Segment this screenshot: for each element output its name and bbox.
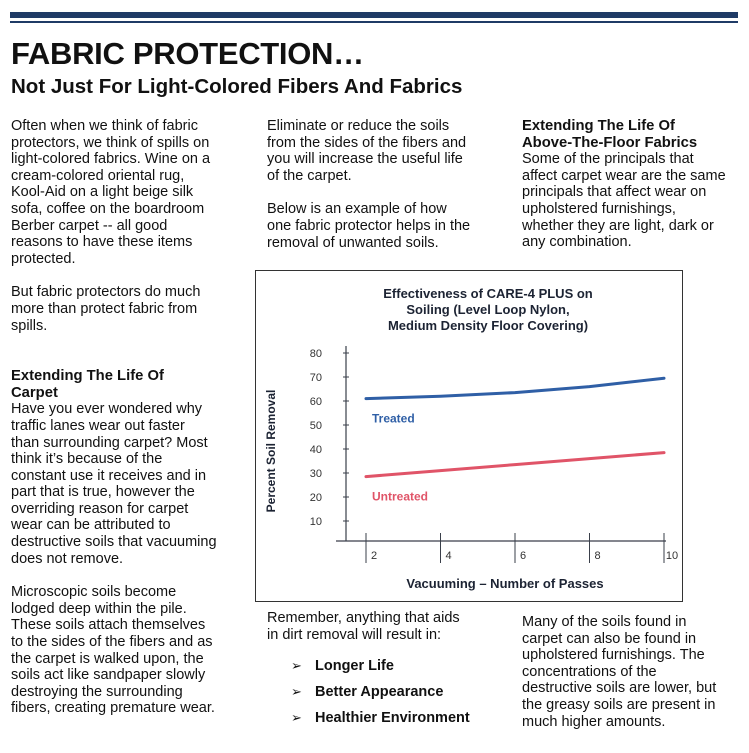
text-line: Have you ever wondered why	[11, 401, 203, 418]
text-line: constant use it receives and in	[11, 467, 207, 484]
x-tick-label: 4	[445, 550, 452, 562]
text-line: Berber carpet -- all good	[11, 217, 168, 234]
chart-y-axis-label: Percent Soil Removal	[264, 389, 278, 513]
arrow-bullet-icon: ➢	[291, 684, 302, 699]
col3-paragraph-1	[522, 151, 737, 251]
list-item	[291, 656, 470, 682]
y-tick-label: 10	[309, 516, 322, 528]
text-line: does not remove.	[11, 550, 124, 567]
y-tick-label: 70	[309, 372, 322, 384]
data-point	[439, 395, 441, 397]
page-subtitle: Not Just For Light-Colored Fibers And Fabrics	[11, 75, 463, 98]
col1-paragraph-2	[11, 284, 239, 334]
column-2-bottom	[267, 610, 497, 643]
data-point	[588, 385, 590, 387]
text-line: principals that affect wear on	[522, 184, 707, 201]
text-line: But fabric protectors do much	[11, 284, 201, 301]
y-tick-label: 20	[309, 492, 322, 504]
data-point	[514, 391, 516, 393]
text-line: destroying the surrounding	[11, 683, 183, 700]
text-line: upholstered furnishings,	[522, 200, 676, 217]
col3-heading	[522, 118, 737, 151]
text-line: Often when we think of fabric	[11, 118, 198, 134]
x-tick-label: 6	[519, 550, 527, 562]
text-line: the carpet is walked upon, the	[11, 650, 204, 667]
chart-title-line-3: Medium Density Floor Covering)	[387, 318, 589, 333]
y-tick-label: 30	[309, 468, 322, 480]
heading-line: Extending The Life Of	[11, 368, 164, 385]
text-line: destructive soils are lower, but	[522, 680, 717, 697]
text-line: protected.	[11, 250, 76, 267]
data-point	[514, 463, 516, 465]
col1-paragraph-4	[11, 584, 239, 717]
data-point	[365, 397, 367, 399]
header-rule-thick	[10, 12, 738, 18]
column-1	[11, 118, 239, 717]
text-line: to the sides of the fibers and as	[11, 634, 213, 651]
text-line: wear can be attributed to	[11, 517, 171, 534]
text-line: upholstered furnishings. The	[522, 647, 705, 664]
data-point	[663, 377, 665, 379]
y-tick-label: 50	[309, 420, 322, 432]
y-tick-label: 60	[309, 396, 322, 408]
text-line: Many of the soils found in	[522, 614, 687, 630]
data-point	[663, 451, 665, 453]
text-line: of the carpet.	[267, 167, 352, 184]
text-line: lodged deep within the pile.	[11, 600, 187, 617]
text-line: Some of the principals that	[522, 151, 694, 168]
text-line: Kool-Aid on a light beige silk	[11, 184, 194, 201]
col1-paragraph-3	[11, 401, 239, 567]
list-item-label: Better Appearance	[315, 684, 444, 700]
list-item-label: Healthier Environment	[315, 710, 470, 726]
series-line-treated	[366, 378, 664, 398]
text-line: destructive soils that vacuuming	[11, 534, 217, 551]
col3-bottom-paragraph	[522, 614, 732, 730]
text-line: removal of unwanted soils.	[267, 234, 439, 251]
list-item	[291, 708, 470, 734]
text-line: light-colored fabrics. Wine on a	[11, 151, 211, 168]
chart-title-line-2: Soiling (Level Loop Nylon,	[406, 302, 570, 317]
list-item-label: Longer Life	[315, 658, 394, 674]
text-line: much higher amounts.	[522, 713, 666, 730]
text-line: one fabric protector helps in the	[267, 217, 471, 234]
data-point	[365, 475, 367, 477]
heading-line: Above-The-Floor Fabrics	[522, 134, 698, 151]
column-3-bottom	[522, 614, 732, 730]
list-item	[291, 682, 470, 708]
chart-x-axis-label: Vacuuming – Number of Passes	[406, 576, 604, 591]
x-tick-label: 10	[665, 550, 679, 562]
text-line: Remember, anything that aids	[267, 610, 460, 626]
text-line: overriding reason for carpet	[11, 500, 189, 517]
chart-series	[365, 377, 665, 504]
page-title: FABRIC PROTECTION…	[11, 36, 364, 71]
arrow-bullet-icon: ➢	[291, 710, 302, 725]
heading-line: Extending The Life Of	[522, 118, 675, 134]
text-line: cream-colored oriental rug,	[11, 167, 185, 184]
text-line: affect carpet wear are the same	[522, 167, 726, 184]
col2-paragraph-2	[267, 201, 487, 251]
col1-paragraph-1	[11, 118, 239, 267]
col2-bottom-paragraph	[267, 610, 497, 643]
benefits-list	[291, 656, 470, 734]
text-line: you will increase the useful life	[267, 151, 463, 168]
text-line: the greasy soils are present in	[522, 696, 716, 713]
text-line: carpet can also be found in	[522, 630, 697, 647]
y-tick-label: 40	[309, 444, 322, 456]
text-line: more than protect fabric from	[11, 300, 198, 317]
text-line: think it’s because of the	[11, 451, 163, 468]
text-line: protectors, we think of spills on	[11, 134, 210, 151]
x-tick-label: 2	[370, 550, 378, 562]
y-tick-label: 80	[309, 348, 322, 360]
text-line: Microscopic soils become	[11, 584, 177, 601]
text-line: Eliminate or reduce the soils	[267, 118, 450, 134]
heading-line: Carpet	[11, 384, 58, 401]
soil-removal-chart	[255, 270, 683, 602]
data-point	[439, 469, 441, 471]
text-line: traffic lanes wear out faster	[11, 417, 185, 434]
text-line: whether they are light, dark or	[522, 217, 714, 234]
column-3	[522, 118, 737, 251]
text-line: Below is an example of how	[267, 201, 447, 218]
text-line: part that is true, however the	[11, 484, 195, 501]
data-point	[588, 457, 590, 459]
chart-title-line-1: Effectiveness of CARE-4 PLUS on	[383, 286, 593, 301]
col2-paragraph-1	[267, 118, 487, 184]
column-2	[267, 118, 487, 251]
header-rule-thin	[10, 21, 738, 23]
text-line: soils act like sandpaper slowly	[11, 667, 206, 684]
chart-svg	[256, 271, 682, 601]
series-label-treated: Treated	[372, 411, 415, 426]
text-line: These soils attach themselves	[11, 617, 206, 634]
text-line: fibers, creating premature wear.	[11, 700, 215, 717]
text-line: than surrounding carpet? Most	[11, 434, 208, 451]
text-line: sofa, coffee on the boardroom	[11, 200, 205, 217]
text-line: any combination.	[522, 234, 632, 251]
text-line: reasons to have these items	[11, 234, 193, 251]
col1-heading	[11, 368, 239, 401]
series-label-untreated: Untreated	[372, 489, 429, 504]
text-line: in dirt removal will result in:	[267, 626, 442, 643]
text-line: concentrations of the	[522, 663, 657, 680]
arrow-bullet-icon: ➢	[291, 658, 302, 673]
text-line: from the sides of the fibers and	[267, 134, 467, 151]
x-tick-label: 8	[594, 550, 601, 562]
text-line: spills.	[11, 317, 48, 334]
